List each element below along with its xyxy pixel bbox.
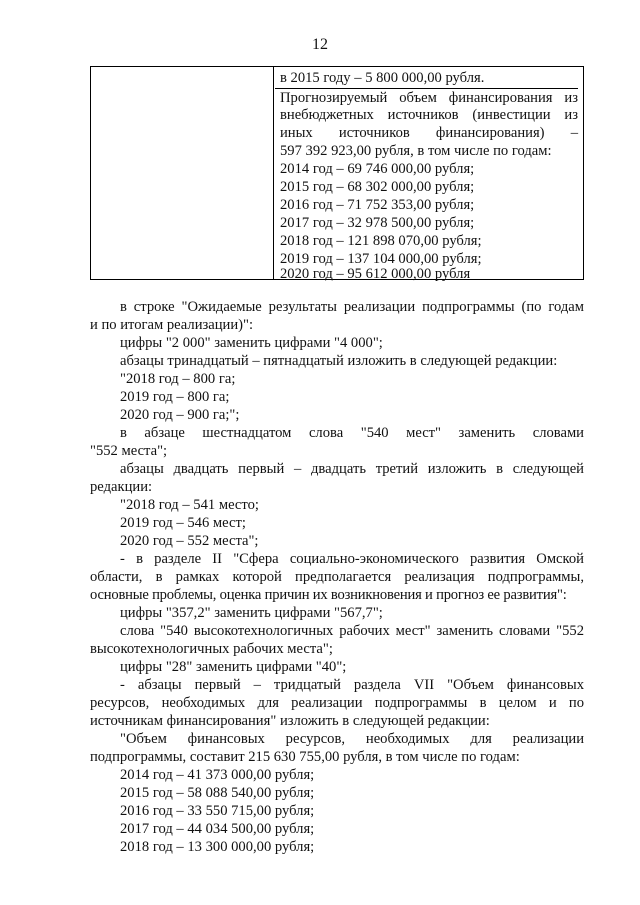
table-line: 2016 год – 71 752 353,00 рубля; — [280, 197, 475, 213]
paragraph-line: основные проблемы, оценка причин их возникновения и прогноз ее развития": — [90, 587, 567, 603]
table-line: Прогнозируемый объем финансирования из — [275, 88, 578, 107]
paragraph-line: ресурсов, необходимых для реализации подпрограммы в целом и по — [90, 695, 584, 711]
paragraph-line: в абзаце шестнадцатом слова "540 мест" заменить словами — [120, 425, 584, 441]
table-line: в 2015 году – 5 800 000,00 рубля. — [280, 70, 485, 86]
table-line: 2019 год – 137 104 000,00 рубля; — [280, 251, 482, 267]
paragraph-line: 2017 год – 44 034 500,00 рубля; — [120, 821, 315, 837]
paragraph-line: 2014 год – 41 373 000,00 рубля; — [120, 767, 315, 783]
paragraph-line: 2020 год – 900 га;"; — [120, 407, 240, 423]
paragraph-line: 2020 год – 552 места"; — [120, 533, 259, 549]
paragraph-line: абзацы двадцать первый – двадцать третий изложить в следующей — [120, 461, 584, 477]
table-line: иных источников финансирования) – — [280, 125, 578, 141]
table-line: 2017 год – 32 978 500,00 рубля; — [280, 215, 475, 231]
paragraph-line: 2016 год – 33 550 715,00 рубля; — [120, 803, 315, 819]
paragraph-line: 2015 год – 58 088 540,00 рубля; — [120, 785, 315, 801]
table-line: 2014 год – 69 746 000,00 рубля; — [280, 161, 475, 177]
paragraph-line: слова "540 высокотехнологичных рабочих мест" заменить словами "552 — [120, 623, 584, 639]
table-left-cell — [91, 67, 274, 279]
paragraph-line: 2018 год – 13 300 000,00 рубля; — [120, 839, 315, 855]
paragraph-line: и по итогам реализации)": — [90, 317, 254, 333]
paragraph-line: редакции: — [90, 479, 153, 495]
table-line: 2020 год – 95 612 000,00 рубля — [280, 266, 471, 282]
financing-table — [90, 66, 584, 280]
paragraph-line: "2018 год – 541 место; — [120, 497, 259, 513]
paragraph-line: абзацы тринадцатый – пятнадцатый изложить в следующей редакции: — [120, 353, 558, 369]
paragraph-line: - абзацы первый – тридцатый раздела VII "Объем финансовых — [120, 677, 584, 693]
paragraph-line: "552 места"; — [90, 443, 168, 459]
table-right-cell — [275, 67, 583, 282]
paragraph-line: 2019 год – 546 мест; — [120, 515, 246, 531]
paragraph-line: "Объем финансовых ресурсов, необходимых для реализации — [120, 731, 584, 747]
table-line: 597 392 923,00 рубля, в том числе по годам: — [280, 143, 552, 159]
paragraph-line: - в разделе II "Сфера социально-экономического развития Омской — [120, 551, 584, 567]
paragraph-line: цифры "357,2" заменить цифрами "567,7"; — [120, 605, 383, 621]
table-line: 2018 год – 121 898 070,00 рубля; — [280, 233, 482, 249]
paragraph-line: 2019 год – 800 га; — [120, 389, 230, 405]
paragraph-line: высокотехнологичных рабочих места"; — [90, 641, 333, 657]
paragraph-line: цифры "28" заменить цифрами "40"; — [120, 659, 347, 675]
paragraph-line: в строке "Ожидаемые результаты реализации подпрограммы (по годам — [120, 299, 584, 315]
table-line: внебюджетных источников (инвестиции из — [280, 107, 578, 123]
paragraph-line: области, в рамках которой предполагается реализация подпрограммы, — [90, 569, 584, 585]
paragraph-line: цифры "2 000" заменить цифрами "4 000"; — [120, 335, 383, 351]
paragraph-line: подпрограммы, составит 215 630 755,00 рубля, в том числе по годам: — [90, 749, 520, 765]
paragraph-line: "2018 год – 800 га; — [120, 371, 236, 387]
table-line: 2015 год – 68 302 000,00 рубля; — [280, 179, 475, 195]
paragraph-line: источникам финансирования" изложить в следующей редакции: — [90, 713, 490, 729]
page-number: 12 — [312, 36, 328, 53]
